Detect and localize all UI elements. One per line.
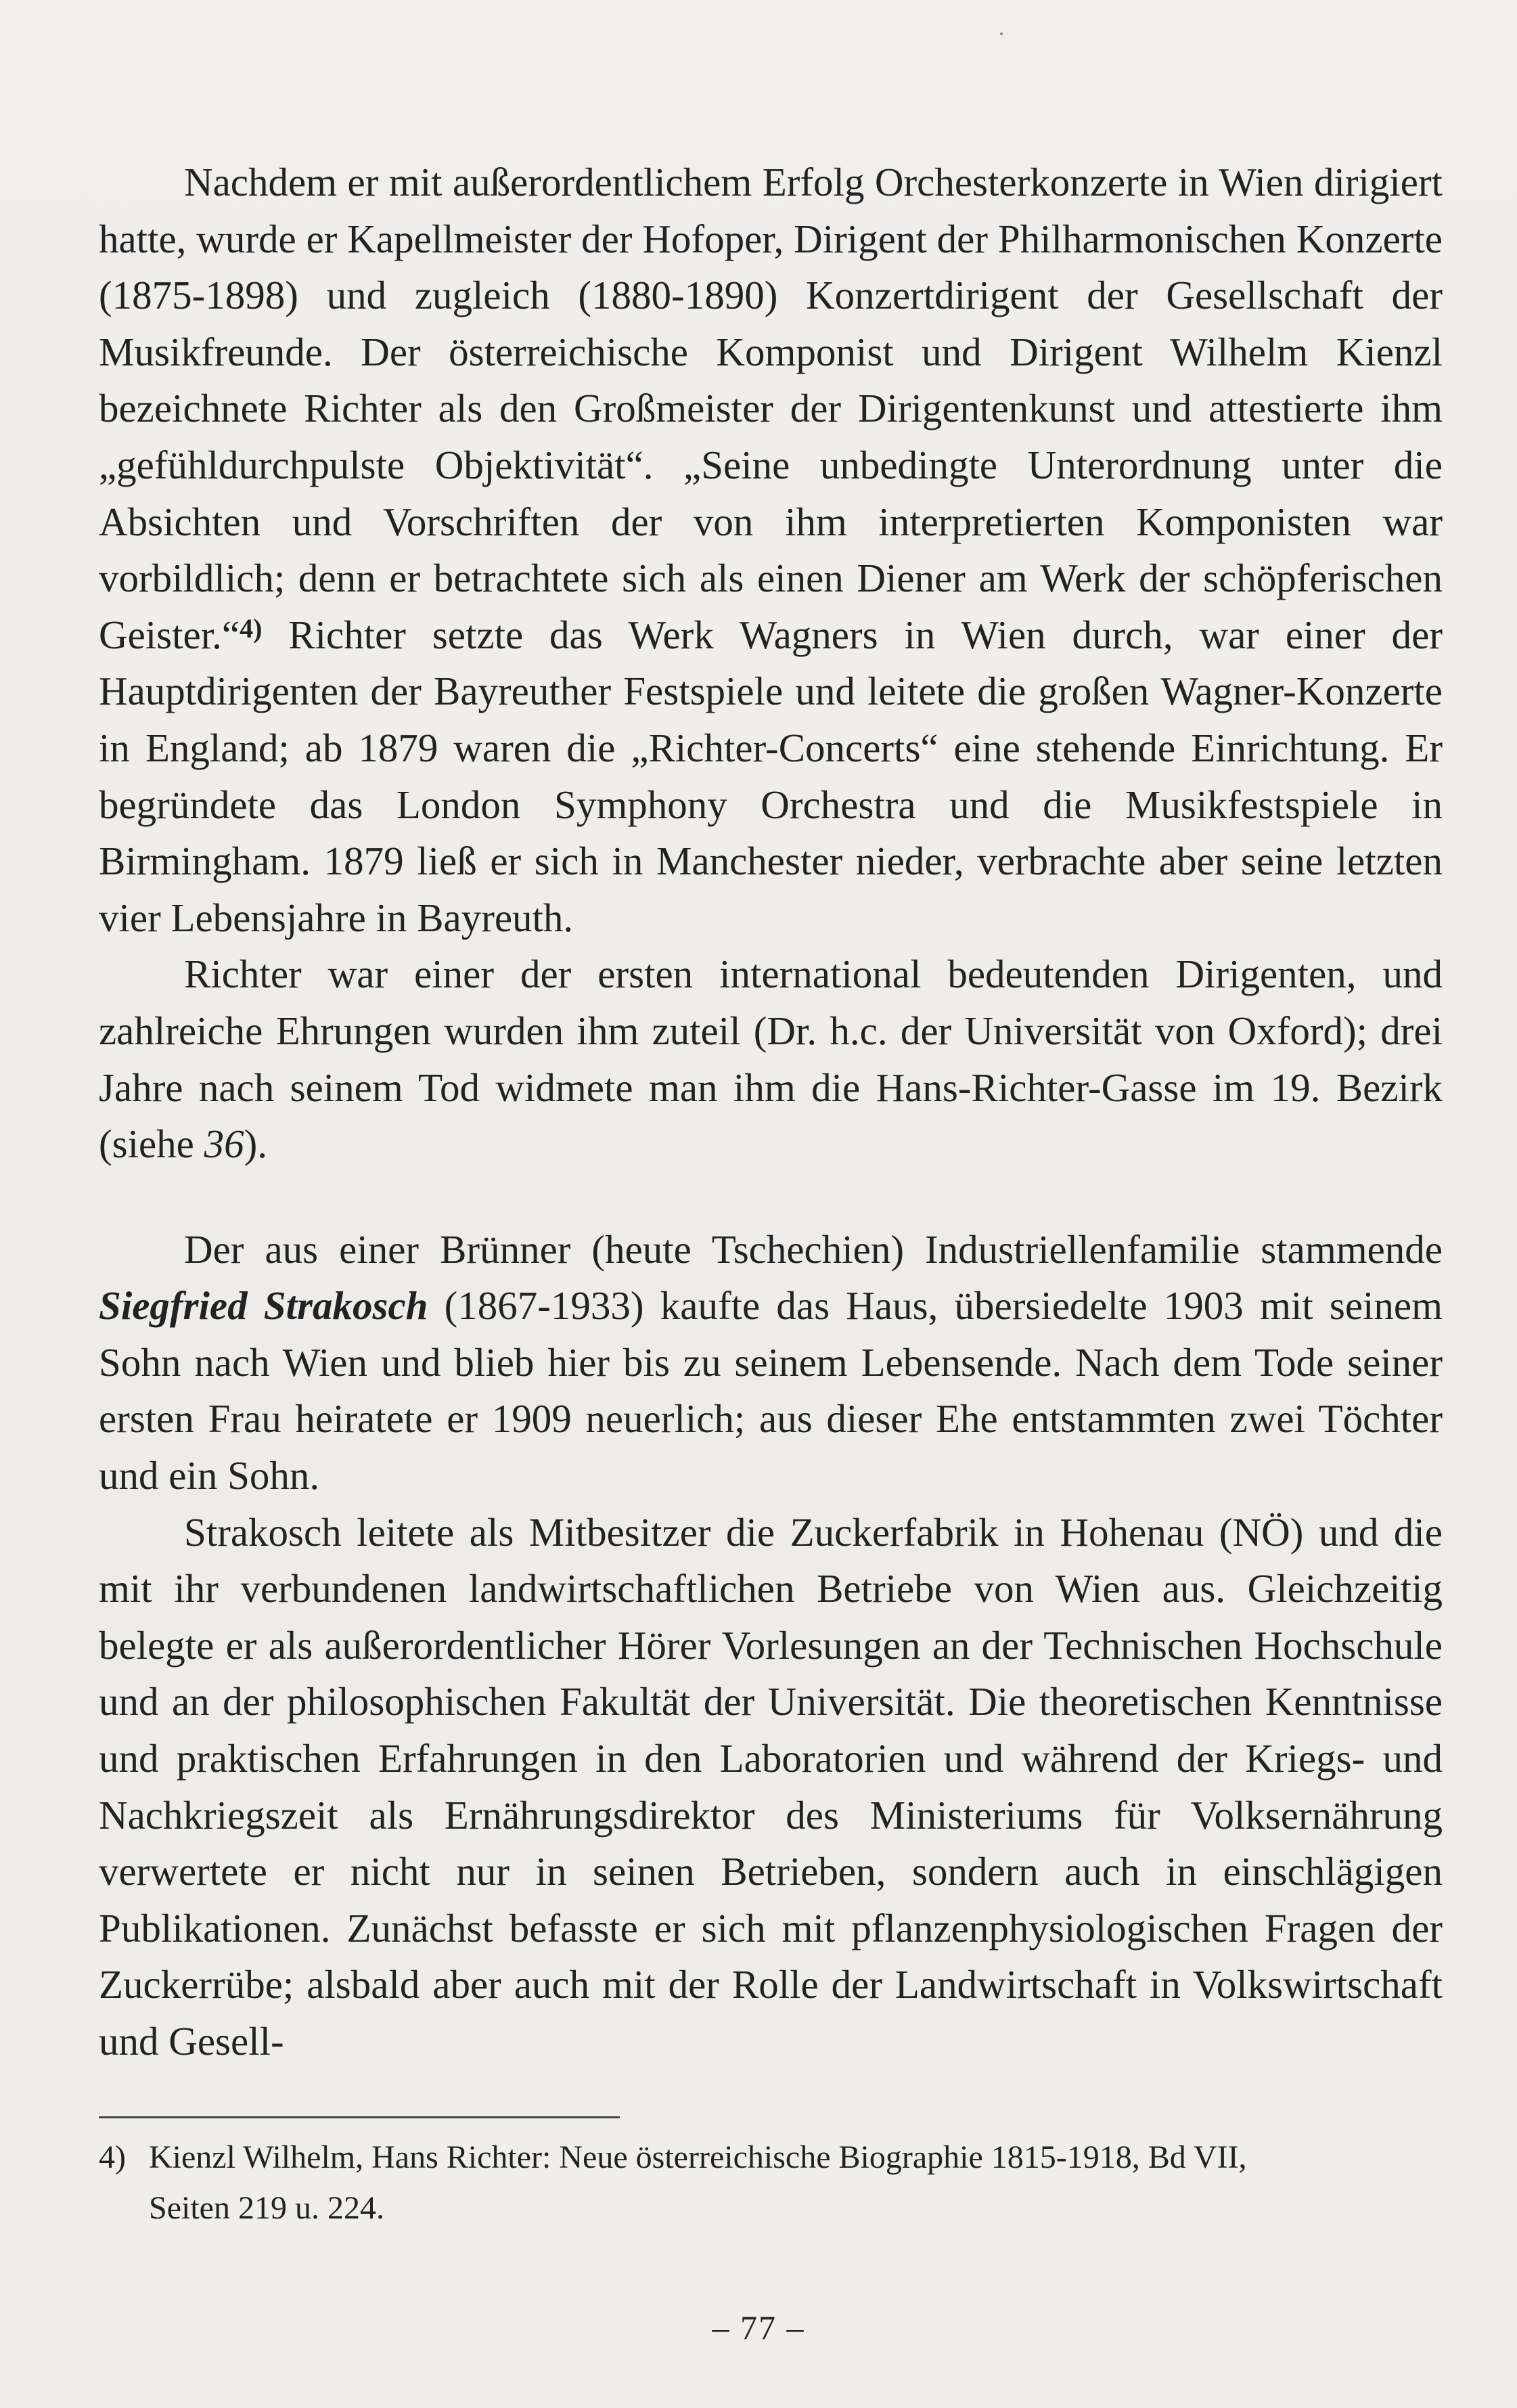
cross-reference: 36: [204, 1121, 244, 1167]
footnote-divider: [99, 2116, 620, 2118]
paragraph-richter-honors: [99, 946, 1443, 1172]
footnote-line: [99, 2132, 1443, 2183]
paragraph-text: (1867-1933) kaufte das Haus, übersiedelte 1903 mit seinem Sohn nach Wien und blieb hier bis zu seinem Lebensende. Nach dem Tode seiner ersten Frau heiratete er 1909 neuerlich; aus dieser Ehe entstammten zwei Töchter und ein Sohn.: [99, 1283, 1443, 1498]
footnote-text-continued: Seiten 219 u. 224.: [149, 2190, 384, 2226]
paragraph-text: Nachdem er mit außerordentlichem Erfolg Orchesterkonzerte in Wien dirigiert hatte, wurde er Kapellmeister der Hofoper, Dirigent der Philharmonischen Konzerte (1875-1898) und zugleich (1880-1890) Konzertdirigent der Gesellschaft der Musikfreunde. Der österreichische Komponist und Dirigent Wilhelm Kienzl bezeichnete Richter als den Großmeister der Dirigentenkunst und attestierte ihm „gefühldurchpulste Objektivität“. „Seine unbedingte Unterordnung unter die Absichten und Vorschriften der von ihm interpretierten Komponisten war vorbildlich; denn er betrachtete sich als einen Diener am Werk der schöpferischen Geister.“: [99, 160, 1443, 657]
dust-speck: [1000, 32, 1003, 35]
page-number: – 77 –: [712, 2309, 805, 2346]
person-name: Siegfried Strakosch: [99, 1283, 428, 1329]
paragraph-text: ).: [244, 1121, 268, 1167]
footnote-number: 4): [99, 2139, 126, 2175]
body-text: [99, 154, 1443, 2070]
footnote: [99, 2132, 1443, 2233]
paragraph-text: Der aus einer Brünner (heute Tschechien) Industriellenfamilie stammende: [184, 1226, 1443, 1272]
footnote-text: Kienzl Wilhelm, Hans Richter: Neue österreichische Biographie 1815-1918, Bd VII,: [149, 2139, 1247, 2175]
paragraph-richter-career: [99, 154, 1443, 946]
footnote-reference[interactable]: 4): [240, 612, 263, 644]
paragraph-text: Richter war einer der ersten international bedeutenden Dirigenten, und zahlreiche Ehrungen wurden ihm zuteil (Dr. h.c. der Universität von Oxford); drei Jahre nach seinem Tod widmete man ihm die Hans-Richter-Gasse im 19. Bezirk (siehe: [99, 952, 1443, 1167]
paragraph-text: Richter setzte das Werk Wagners in Wien durch, war einer der Hauptdirigenten der Bayreuther Festspiele und leitete die großen Wagner-Konzerte in England; ab 1879 waren die „Richter-Concerts“ eine stehende Einrichtung. Er begründete das London Symphony Orchestra und die Musikfestspiele in Birmingham. 1879 ließ er sich in Manchester nieder, verbrachte aber seine letzten vier Lebensjahre in Bayreuth.: [99, 612, 1443, 940]
paragraph-strakosch-intro: [99, 1222, 1443, 1504]
paragraph-strakosch-work: Strakosch leitete als Mitbesitzer die Zuckerfabrik in Hohenau (NÖ) und die mit ihr verbundenen landwirtschaftlichen Betriebe von Wien aus. Gleichzeitig belegte er als außerordentlicher Hörer Vorlesungen an der Technischen Hochschule und an der philosophischen Fakultät der Universität. Die theoretischen Kenntnisse und praktischen Erfahrungen in den Laboratorien und während der Kriegs- und Nachkriegszeit als Ernährungsdirektor des Ministeriums für Volksernährung verwertete er nicht nur in seinen Betrieben, sondern auch in einschlägigen Publikationen. Zunächst befasste er sich mit pflanzenphysiologischen Fragen der Zuckerrübe; alsbald aber auch mit der Rolle der Landwirtschaft in Volkswirtschaft und Gesell-: [99, 1509, 1443, 2064]
